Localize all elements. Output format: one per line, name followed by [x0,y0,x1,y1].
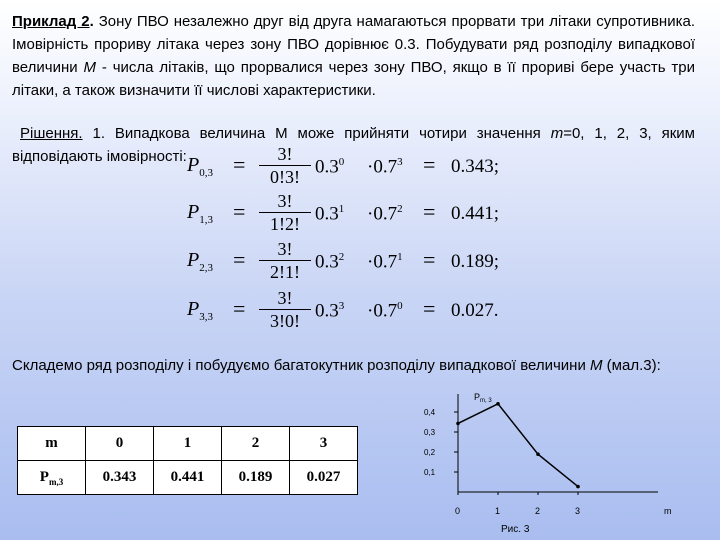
formula-label: $P_{1,3}$ [187,201,213,226]
x-tick-label: 3 [575,506,581,516]
fraction: 3! 2!1! [259,239,311,282]
table-cell: m [18,427,86,461]
table-cell-label: $P_{m,3}$ [18,461,86,495]
data-point [576,485,580,489]
solution-text: 1. Випадкова величина M може прийняти чотири значення [82,125,551,142]
y-axis-label: $P_{m, 3}$ [474,392,492,404]
conclusion-text: Складемо ряд розподілу і побудуємо багатокутник розподілу випадкової величини [12,357,591,374]
equals-sign: = [233,152,246,177]
table-cell: 0.027 [290,461,358,495]
fraction: 3! 0!3! [259,144,311,187]
fraction: 3! 1!2! [259,191,311,234]
power-term-1: $0.3^3$ [315,300,345,322]
solution-var: m [550,125,564,142]
data-point [456,422,460,426]
distribution-polygon-chart [416,386,706,538]
series-line [458,404,578,487]
equals-sign: = [233,296,246,321]
y-tick-label: 0,2 [424,448,436,457]
conclusion-text-end: (мал.3): [602,357,661,374]
formula-label: $P_{0,3}$ [187,154,213,179]
x-tick-label: 0 [455,506,461,516]
conclusion-var: M [590,357,603,374]
solution-text-end: =0, 1, 2, 3, яким відповідають імовірності: [12,125,695,165]
x-tick-label: 2 [535,506,541,516]
distribution-table [17,426,358,495]
equals-sign: = [233,199,246,224]
power-term-1: $0.3^2$ [315,251,345,273]
problem-text: Зону ПВО незалежно друг від друга намагаються прорвати три літаки супротивника. Імовірність прориву літака через зону ПВО дорівнює 0.3. Побудувати ряд розподілу випадкової величини [12,13,696,76]
formula-label: $P_{3,3}$ [187,298,213,323]
solution-heading: Рішення. [20,125,83,142]
power-term-1: $0.3^1$ [315,203,345,225]
problem-text-end: - числа літаків, що прорвалися через зону ПВО, якщо в її прориві бере участь три літаки, а також визначити її числові характеристики. [12,59,695,99]
formula-result: 0.189; [451,251,500,272]
formula-result: 0.027. [451,300,499,321]
equals-sign: = [423,152,436,177]
equals-sign: = [423,199,436,224]
equals-sign: = [423,247,436,272]
power-term-2: $\cdot 0.7^0$ [367,300,403,322]
x-tick-label: 1 [495,506,501,516]
power-term-1: $0.3^0$ [315,156,345,178]
power-term-2: $\cdot 0.7^3$ [367,156,403,178]
table-row-values [18,427,358,461]
problem-var: M [83,59,96,76]
y-tick-label: 0,1 [424,468,436,477]
y-tick-label: 0,4 [424,408,436,417]
table-cell: 2 [222,427,290,461]
table-cell: 0.189 [222,461,290,495]
table-cell: 3 [290,427,358,461]
formula-result: 0.343; [451,156,500,177]
table-cell: 0.343 [86,461,154,495]
power-term-2: $\cdot 0.7^2$ [367,203,403,225]
equals-sign: = [423,296,436,321]
y-tick-label: 0,3 [424,428,436,437]
power-term-2: $\cdot 0.7^1$ [367,251,403,273]
figure-caption: Рис. 3 [501,524,530,535]
formula-p1 [175,193,555,237]
conclusion-statement [12,354,695,377]
formula-p3 [175,290,555,334]
data-point [536,452,540,456]
formula-result: 0.441; [451,203,500,224]
formula-label: $P_{2,3}$ [187,249,213,274]
problem-statement [12,10,695,102]
formula-p2 [175,241,555,285]
table-cell: 1 [154,427,222,461]
x-axis-label: m [664,506,672,516]
fraction: 3! 3!0! [259,288,311,331]
table-row-probabilities [18,461,358,495]
formula-p0 [175,146,555,190]
table-cell: 0 [86,427,154,461]
problem-heading-punct: . [89,13,94,30]
equals-sign: = [233,247,246,272]
table-cell: 0.441 [154,461,222,495]
data-point [496,402,500,406]
problem-heading: Приклад 2 [12,13,90,30]
